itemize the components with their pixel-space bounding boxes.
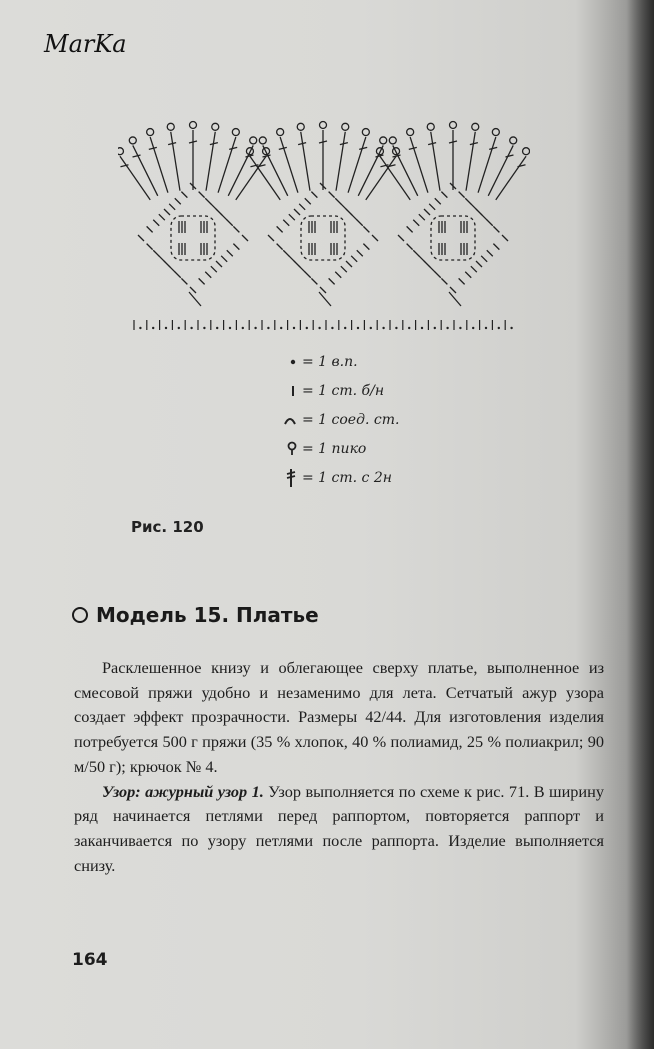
- chart-stitch: [320, 287, 326, 293]
- chart-stitch: [372, 235, 378, 241]
- chart-stitch: [335, 198, 341, 204]
- chart-stitch: [407, 226, 413, 232]
- chart-stitch: [407, 244, 413, 250]
- legend-text: = 1 ст. б/н: [302, 382, 385, 399]
- legend-item: [270, 434, 399, 463]
- arc-icon: [270, 410, 298, 430]
- chart-stitch: [359, 147, 367, 149]
- chart-chain: [178, 327, 180, 329]
- chart-stitch: [496, 156, 526, 200]
- chart-stitch: [346, 209, 352, 215]
- chart-stitch: [413, 220, 419, 226]
- chart-chain: [152, 327, 154, 329]
- chart-stitch: [329, 278, 335, 284]
- chart-picot: [167, 123, 174, 130]
- chart-stitch: [299, 266, 305, 272]
- chart-chain: [395, 327, 397, 329]
- chart-stitch: [120, 156, 150, 200]
- chart-chain: [254, 327, 256, 329]
- chart-stitch: [211, 204, 217, 210]
- chart-chain: [229, 327, 231, 329]
- chart-stitch: [305, 198, 311, 204]
- chart-stitch: [190, 287, 196, 293]
- chart-stitch: [294, 209, 300, 215]
- chart-stitch: [199, 278, 205, 284]
- chart-stitch: [476, 261, 482, 267]
- chart-stitch: [441, 278, 447, 284]
- section-heading: [72, 603, 319, 627]
- chart-picot: [259, 137, 266, 144]
- section-title-text: Модель 15. Платье: [96, 603, 319, 627]
- chart-stitch: [465, 272, 471, 278]
- chart-stitch: [305, 272, 311, 278]
- figure-caption: Рис. 120: [131, 518, 204, 536]
- legend-text: = 1 ст. с 2н: [302, 469, 392, 486]
- chart-picot: [389, 137, 396, 144]
- chart-chain: [370, 327, 372, 329]
- chart-picot: [510, 137, 517, 144]
- chart-stitch: [346, 261, 352, 267]
- chart-stitch: [199, 192, 205, 198]
- chart-stitch: [348, 137, 366, 193]
- chart-stitch: [363, 244, 369, 250]
- chart-stitch: [363, 226, 369, 232]
- chart-chain: [459, 327, 461, 329]
- chart-stitch: [189, 292, 201, 306]
- chart-stitch: [138, 235, 144, 241]
- chart-picot: [250, 137, 257, 144]
- chart-stitch: [431, 132, 440, 191]
- legend-item: [270, 376, 399, 405]
- chart-chain: [293, 327, 295, 329]
- chart-stitch: [175, 272, 181, 278]
- chart-stitch: [487, 250, 493, 256]
- chart-stitch: [263, 145, 288, 195]
- chart-stitch: [351, 214, 357, 220]
- chart-stitch: [493, 244, 499, 250]
- chart-stitch: [216, 261, 222, 267]
- chart-chain: [446, 327, 448, 329]
- chart-stitch: [357, 220, 363, 226]
- chart-stitch: [218, 137, 236, 193]
- chart-chain: [344, 327, 346, 329]
- chart-chain: [382, 327, 384, 329]
- chart-stitch: [488, 145, 513, 195]
- chart-stitch: [478, 137, 496, 193]
- chart-stitch: [149, 147, 157, 149]
- legend-text: = 1 в.п.: [302, 353, 358, 370]
- chart-stitch: [229, 147, 237, 149]
- chart-chain: [203, 327, 205, 329]
- chart-inner-ring: [431, 216, 475, 260]
- chart-stitch: [493, 226, 499, 232]
- chart-stitch: [280, 137, 298, 193]
- chart-picot: [232, 129, 239, 136]
- chart-stitch: [429, 266, 435, 272]
- chart-stitch: [336, 132, 345, 191]
- dot-icon: [270, 352, 298, 372]
- chart-stitch: [329, 192, 335, 198]
- chart-chain: [165, 327, 167, 329]
- chart-picot: [118, 148, 123, 155]
- chart-stitch: [206, 132, 215, 191]
- chart-inner-ring: [301, 216, 345, 260]
- chart-stitch: [153, 250, 159, 256]
- chart-stitch: [505, 155, 513, 157]
- chart-chain: [485, 327, 487, 329]
- chart-stitch: [236, 156, 266, 200]
- body-text: [74, 656, 604, 878]
- chart-stitch: [181, 278, 187, 284]
- chart-stitch: [341, 204, 347, 210]
- chart-stitch: [133, 145, 158, 195]
- paragraph: [74, 780, 604, 879]
- chart-picot: [342, 123, 349, 130]
- chart-stitch: [335, 272, 341, 278]
- chart-picot: [427, 123, 434, 130]
- chart-stitch: [341, 266, 347, 272]
- pattern-label: Узор: ажурный узор 1.: [102, 781, 264, 801]
- chart-stitch: [233, 226, 239, 232]
- chart-picot: [129, 137, 136, 144]
- chart-stitch: [449, 292, 461, 306]
- chart-chain: [190, 327, 192, 329]
- watermark: MarKa: [44, 30, 127, 58]
- chart-chain: [318, 327, 320, 329]
- chart-stitch: [435, 198, 441, 204]
- chart-stitch: [502, 235, 508, 241]
- chart-stitch: [319, 292, 331, 306]
- chart-chain: [331, 327, 333, 329]
- chart-stitch: [164, 209, 170, 215]
- chart-stitch: [283, 220, 289, 226]
- chart-picot: [380, 137, 387, 144]
- chart-stitch: [466, 132, 475, 191]
- chart-stitch: [481, 214, 487, 220]
- chart-picot: [472, 123, 479, 130]
- chart-stitch: [424, 261, 430, 267]
- chart-stitch: [250, 156, 280, 200]
- chart-stitch: [471, 204, 477, 210]
- chart-stitch: [441, 192, 447, 198]
- chart-stitch: [277, 226, 283, 232]
- chart-stitch: [410, 137, 428, 193]
- chart-stitch: [283, 250, 289, 256]
- chart-stitch: [211, 266, 217, 272]
- legend-item: [270, 463, 399, 492]
- chart-stitch: [419, 256, 425, 262]
- chart-chain: [139, 327, 141, 329]
- chart-stitch: [429, 204, 435, 210]
- legend-text: = 1 соед. ст.: [302, 411, 400, 428]
- chart-chain: [242, 327, 244, 329]
- chart-stitch: [311, 192, 317, 198]
- chart-chain: [216, 327, 218, 329]
- chart-stitch: [242, 235, 248, 241]
- double-crochet-icon: [270, 468, 298, 488]
- chart-stitch: [476, 209, 482, 215]
- chart-stitch: [227, 220, 233, 226]
- chart-stitch: [147, 226, 153, 232]
- chart-stitch: [169, 204, 175, 210]
- chart-chain: [421, 327, 423, 329]
- legend-item: [270, 347, 399, 376]
- chart-picot: [407, 129, 414, 136]
- chart-stitch: [227, 250, 233, 256]
- chart-legend: [270, 347, 399, 492]
- chart-chain: [510, 327, 512, 329]
- picot-icon: [270, 439, 298, 459]
- chart-chain: [280, 327, 282, 329]
- chart-stitch: [435, 272, 441, 278]
- chart-stitch: [459, 278, 465, 284]
- chart-stitch: [294, 261, 300, 267]
- page-edge-shadow: [626, 0, 654, 1049]
- chart-stitch: [153, 220, 159, 226]
- chart-stitch: [164, 261, 170, 267]
- chart-stitch: [459, 192, 465, 198]
- chart-stitch: [487, 220, 493, 226]
- chart-stitch: [133, 155, 141, 157]
- chart-stitch: [311, 278, 317, 284]
- chart-picot: [362, 129, 369, 136]
- chart-chain: [498, 327, 500, 329]
- pattern-description: Узор выполняется по схеме к рис. 71. В ширину ряд начинается петлями перед раппортом, повторяется раппорт и заканчивается по узору петлями после раппорта. Изделие выполняется снизу.: [74, 781, 604, 875]
- chart-stitch: [465, 198, 471, 204]
- circle-bullet-icon: [72, 607, 88, 623]
- chart-stitch: [301, 132, 310, 191]
- chart-stitch: [424, 209, 430, 215]
- chart-stitch: [150, 137, 168, 193]
- chart-picot: [320, 122, 327, 129]
- chart-stitch: [181, 192, 187, 198]
- chart-picot: [190, 122, 197, 129]
- chart-stitch: [175, 198, 181, 204]
- chart-picot: [492, 129, 499, 136]
- chart-stitch: [279, 147, 287, 149]
- chart-picot: [297, 123, 304, 130]
- chart-stitch: [481, 256, 487, 262]
- chart-inner-ring: [171, 216, 215, 260]
- chart-stitch: [409, 147, 417, 149]
- chart-stitch: [398, 235, 404, 241]
- chart-stitch: [221, 214, 227, 220]
- chart-stitch: [351, 256, 357, 262]
- chart-chain: [357, 327, 359, 329]
- chart-stitch: [419, 214, 425, 220]
- chart-picot: [523, 148, 530, 155]
- chart-stitch: [299, 204, 305, 210]
- chart-picot: [450, 122, 457, 129]
- chart-stitch: [471, 266, 477, 272]
- chart-stitch: [380, 156, 410, 200]
- chart-stitch: [358, 145, 383, 195]
- chart-stitch: [159, 256, 165, 262]
- chart-stitch: [289, 214, 295, 220]
- legend-text: = 1 пико: [302, 440, 367, 457]
- chart-chain: [434, 327, 436, 329]
- chart-chain: [306, 327, 308, 329]
- chart-stitch: [413, 250, 419, 256]
- chart-stitch: [450, 287, 456, 293]
- chart-picot: [277, 129, 284, 136]
- chart-stitch: [268, 235, 274, 241]
- chart-stitch: [277, 244, 283, 250]
- crochet-chart: [118, 88, 530, 338]
- chart-stitch: [147, 244, 153, 250]
- legend-item: [270, 405, 399, 434]
- page-number: 164: [72, 950, 108, 970]
- chart-picot: [212, 123, 219, 130]
- chart-stitch: [169, 266, 175, 272]
- chart-chain: [472, 327, 474, 329]
- chart-stitch: [233, 244, 239, 250]
- bar-icon: [270, 381, 298, 401]
- chart-stitch: [159, 214, 165, 220]
- paragraph: Расклешенное книзу и облегающее сверху платье, выполненное из смесовой пряжи удобно и незаменимо для лета. Сетчатый ажур узора создает эффект прозрачности. Размеры 42/44. Для изготовления изделия потребуется 500 г пряжи (35 % хлопок, 40 % полиамид, 25 % полиакрил; 90 м/50 г); крючок № 4.: [74, 658, 604, 776]
- chart-stitch: [205, 272, 211, 278]
- chart-stitch: [221, 256, 227, 262]
- chart-chain: [408, 327, 410, 329]
- chart-stitch: [393, 145, 418, 195]
- chart-stitch: [216, 209, 222, 215]
- chart-stitch: [357, 250, 363, 256]
- chart-stitch: [289, 256, 295, 262]
- chart-stitch: [205, 198, 211, 204]
- chart-stitch: [228, 145, 253, 195]
- chart-picot: [147, 129, 154, 136]
- chart-stitch: [171, 132, 180, 191]
- chart-stitch: [366, 156, 396, 200]
- chart-stitch: [489, 147, 497, 149]
- chart-chain: [267, 327, 269, 329]
